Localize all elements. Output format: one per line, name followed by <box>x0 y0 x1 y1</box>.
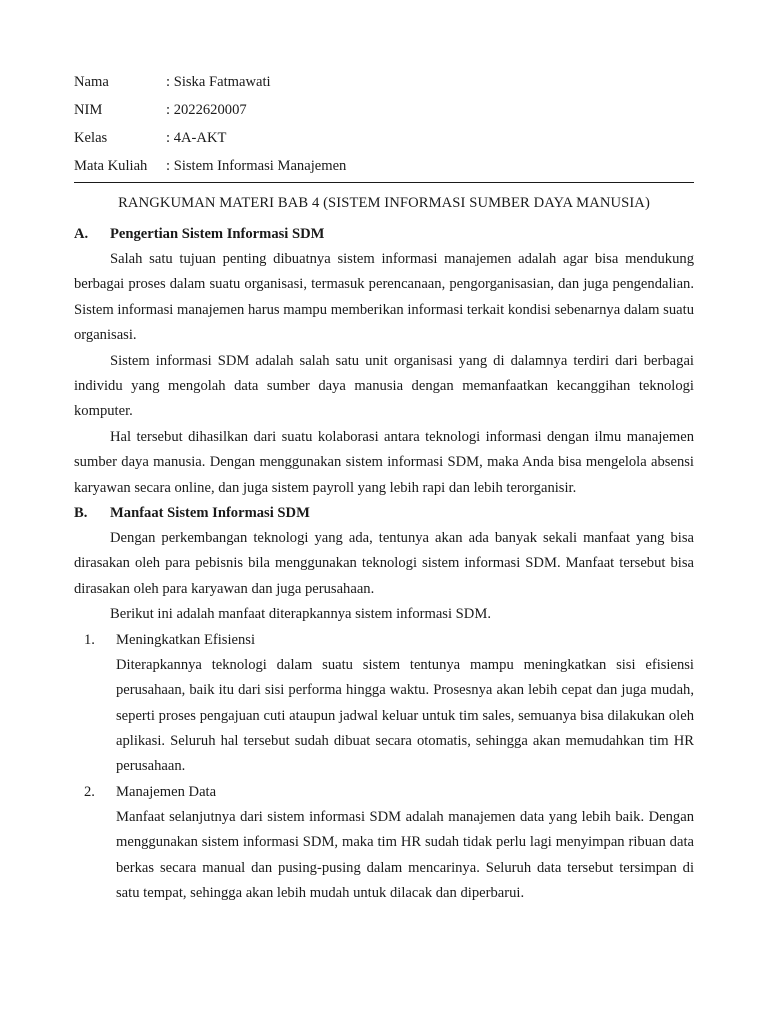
meta-value: : 2022620007 <box>166 101 247 118</box>
paragraph: Hal tersebut dihasilkan dari suatu kolaborasi antara teknologi informasi dengan ilmu manajemen sumber daya manusia. Dengan menggunakan sistem informasi SDM, maka Anda bisa mengelola absensi karyawan secara online, dan juga sistem payroll yang lebih rapi dan lebih terorganisir. <box>74 428 694 496</box>
list-item-title <box>74 628 694 653</box>
paragraph: Salah satu tujuan penting dibuatnya sistem informasi manajemen adalah agar bisa mendukung berbagai proses dalam suatu organisasi, termasuk perencanaan, pengorganisasian, dan juga pengendalian. Sistem informasi manajemen harus mampu memberikan informasi terkait kondisi sebenarnya dalam suatu organisasi. <box>74 251 694 344</box>
list-item-title <box>74 780 694 805</box>
section-letter: B. <box>74 505 88 522</box>
list-title-text: Meningkatkan Efisiensi <box>116 631 256 648</box>
header-divider <box>74 182 694 183</box>
meta-key: Kelas <box>74 129 108 146</box>
meta-key: Nama <box>74 73 109 90</box>
section-title: Pengertian Sistem Informasi SDM <box>110 226 325 242</box>
paragraph: Sistem informasi SDM adalah salah satu unit organisasi yang di dalamnya terdiri dari berbagai individu yang mengolah data sumber daya manusia dengan memanfaatkan kecanggihan teknologi komputer. <box>74 352 694 420</box>
meta-value: : Siska Fatmawati <box>166 73 271 90</box>
section-heading <box>74 222 694 247</box>
list-item-body: Manfaat selanjutnya dari sistem informasi SDM adalah manajemen data yang lebih baik. Dengan menggunakan sistem informasi SDM, maka tim HR sudah tidak perlu lagi menyimpan ribuan data berkas secara manual dan pusing-pusing dalam mencarinya. Seluruh data tersebut tersimpan di satu tempat, sehingga akan lebih mudah untuk dilacak dan diperbarui. <box>116 808 694 901</box>
document-title: RANGKUMAN MATERI BAB 4 (SISTEM INFORMASI SUMBER DAYA MANUSIA) <box>118 195 650 211</box>
list-number: 1. <box>84 631 95 648</box>
section-title: Manfaat Sistem Informasi SDM <box>110 505 310 522</box>
section-heading <box>74 501 694 526</box>
section-b <box>74 501 694 906</box>
meta-key: NIM <box>74 101 103 118</box>
list-number: 2. <box>84 783 95 800</box>
spacer <box>74 214 694 222</box>
identity-header <box>74 68 694 180</box>
list-item <box>74 628 694 780</box>
meta-row-kelas <box>74 124 694 152</box>
meta-row-nim <box>74 96 694 124</box>
document-page <box>74 68 694 906</box>
meta-value: : 4A-AKT <box>166 129 227 146</box>
meta-value: : Sistem Informasi Manajemen <box>166 157 347 174</box>
meta-row-mata-kuliah <box>74 152 694 180</box>
section-a <box>74 222 694 501</box>
list-item <box>74 780 694 907</box>
paragraph: Dengan perkembangan teknologi yang ada, tentunya akan ada banyak sekali manfaat yang bisa dirasakan oleh para pebisnis bila menggunakan teknologi sistem informasi SDM. Manfaat tersebut bisa dirasakan oleh para karyawan dan juga perusahaan. <box>74 530 694 597</box>
list-item-body: Diterapkannya teknologi dalam suatu sistem tentunya mampu meningkatkan sisi efisiensi perusahaan, baik itu dari sisi performa hingga waktu. Prosesnya akan lebih cepat dan juga mudah, seperti proses pengajuan cuti ataupun jadwal keluar untuk tim sales, semuanya bisa dilakukan oleh aplikasi. Seluruh hal tersebut sudah dibuat secara otomatis, sehingga akan memudahkan tim HR perusahaan. <box>116 656 694 775</box>
meta-row-name <box>74 68 694 96</box>
section-letter: A. <box>74 226 89 242</box>
meta-key: Mata Kuliah <box>74 157 148 174</box>
paragraph: Berikut ini adalah manfaat diterapkannya sistem informasi SDM. <box>110 606 491 623</box>
list-title-text: Manajemen Data <box>116 783 217 800</box>
